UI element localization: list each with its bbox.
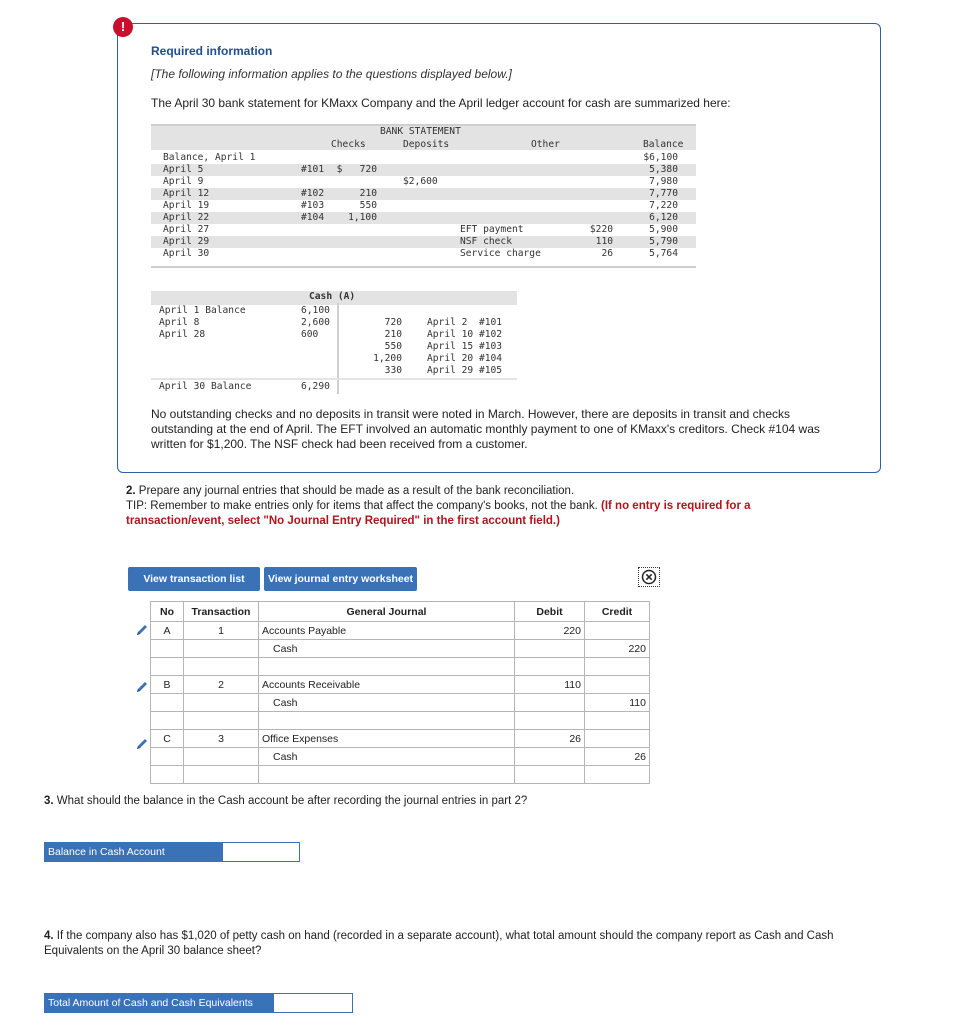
close-button[interactable] bbox=[638, 567, 660, 587]
bank-row-date: April 12 bbox=[163, 188, 210, 199]
journal-table bbox=[150, 601, 650, 784]
jt-cell-empty bbox=[585, 658, 650, 676]
ledger-title: Cash (A) bbox=[309, 291, 356, 302]
ledger-credit-label: April 10 #102 bbox=[427, 329, 503, 340]
bank-row-check-no: #102 bbox=[301, 188, 325, 199]
ledger-total-rule bbox=[151, 378, 517, 380]
total-cash-label: Total Amount of Cash and Cash Equivalents bbox=[44, 993, 274, 1013]
jt-header-general-journal: General Journal bbox=[259, 602, 515, 622]
jt-cell-transaction bbox=[184, 640, 259, 658]
bank-row-balance: 5,790 bbox=[649, 236, 678, 247]
ledger-debit-amount: 6,100 bbox=[301, 305, 330, 316]
jt-cell-transaction: 3 bbox=[184, 730, 259, 748]
view-journal-worksheet-button[interactable]: View journal entry worksheet bbox=[264, 567, 417, 591]
bank-col-other: Other bbox=[531, 139, 560, 150]
jt-cell-empty bbox=[515, 766, 585, 784]
bank-row-date: April 22 bbox=[163, 212, 210, 223]
bank-row-date: April 30 bbox=[163, 248, 210, 259]
jt-cell-empty bbox=[184, 766, 259, 784]
bank-row-balance: 7,770 bbox=[649, 188, 678, 199]
jt-cell-transaction: 1 bbox=[184, 622, 259, 640]
jt-cell-debit[interactable] bbox=[515, 694, 585, 712]
info-intro: The April 30 bank statement for KMaxx Company and the April ledger account for cash are summarized here: bbox=[151, 96, 731, 110]
ledger-credit-amount: 550 bbox=[384, 341, 402, 352]
info-subheading: [The following information applies to the questions displayed below.] bbox=[151, 67, 512, 81]
bank-row-date: April 5 bbox=[163, 164, 204, 175]
bank-row-deposit: $2,600 bbox=[403, 176, 438, 187]
jt-cell-debit[interactable]: 26 bbox=[515, 730, 585, 748]
bank-row-balance: 5,764 bbox=[649, 248, 678, 259]
bank-bottom-rule bbox=[151, 266, 696, 268]
bank-row-shade bbox=[151, 164, 696, 176]
bank-row-check-no: #101 bbox=[301, 164, 325, 175]
jt-cell-no: C bbox=[151, 730, 184, 748]
table-row bbox=[151, 676, 650, 694]
jt-cell-credit[interactable]: 26 bbox=[585, 748, 650, 766]
jt-cell-no: B bbox=[151, 676, 184, 694]
bank-row-other-amt: $220 bbox=[589, 224, 613, 235]
bank-row-check-amt: $ 720 bbox=[336, 164, 377, 175]
ledger-credit-amount: 330 bbox=[384, 365, 402, 376]
q2-number: 2. bbox=[126, 485, 136, 497]
info-heading: Required information bbox=[151, 44, 273, 58]
q4-text: If the company also has $1,020 of petty cash on hand (recorded in a separate account), what total amount should the company report as Cash and Cash Equivalents on the April 30 balance sheet? bbox=[44, 930, 834, 957]
jt-cell-empty bbox=[151, 766, 184, 784]
q3-number: 3. bbox=[44, 795, 54, 807]
jt-cell-account[interactable]: Cash bbox=[259, 694, 515, 712]
jt-cell-no bbox=[151, 694, 184, 712]
bank-row-other-amt: 110 bbox=[595, 236, 613, 247]
bank-row-shade bbox=[151, 212, 696, 224]
bank-row-balance: 7,220 bbox=[649, 200, 678, 211]
table-row bbox=[151, 730, 650, 748]
bank-row-check-amt: 550 bbox=[359, 200, 377, 211]
table-row bbox=[151, 640, 650, 658]
bank-row-check-amt: 1,100 bbox=[348, 212, 377, 223]
jt-cell-account[interactable]: Accounts Payable bbox=[259, 622, 515, 640]
jt-cell-empty bbox=[585, 712, 650, 730]
jt-cell-account[interactable]: Cash bbox=[259, 640, 515, 658]
ledger-credit-amount: 210 bbox=[384, 329, 402, 340]
jt-cell-no: A bbox=[151, 622, 184, 640]
view-transaction-list-button[interactable]: View transaction list bbox=[128, 567, 260, 591]
jt-cell-empty bbox=[515, 712, 585, 730]
edit-pencil-icon[interactable] bbox=[135, 737, 149, 751]
ledger-credit-amount: 720 bbox=[384, 317, 402, 328]
jt-cell-debit[interactable]: 220 bbox=[515, 622, 585, 640]
question-2 bbox=[126, 484, 846, 529]
bank-row-check-amt: 210 bbox=[359, 188, 377, 199]
jt-cell-empty bbox=[151, 658, 184, 676]
ledger-debit-amount: 2,600 bbox=[301, 317, 330, 328]
jt-cell-empty bbox=[184, 712, 259, 730]
jt-cell-no bbox=[151, 748, 184, 766]
close-circle-icon bbox=[639, 568, 659, 586]
total-cash-input[interactable] bbox=[273, 993, 353, 1013]
bank-row-other-desc: Service charge bbox=[460, 248, 541, 259]
bank-row-date: April 19 bbox=[163, 200, 210, 211]
ledger-debit-label: April 1 Balance bbox=[159, 305, 246, 316]
bank-row-shade bbox=[151, 236, 696, 248]
ledger-ending-amount: 6,290 bbox=[301, 381, 330, 392]
jt-header-credit: Credit bbox=[585, 602, 650, 622]
jt-cell-credit[interactable] bbox=[585, 622, 650, 640]
balance-cash-label: Balance in Cash Account bbox=[44, 842, 223, 862]
bank-row-other-desc: EFT payment bbox=[460, 224, 524, 235]
bank-row-balance: 5,900 bbox=[649, 224, 678, 235]
table-row bbox=[151, 622, 650, 640]
table-row-blank bbox=[151, 658, 650, 676]
bank-row-balance: 5,380 bbox=[649, 164, 678, 175]
jt-header-no: No bbox=[151, 602, 184, 622]
bank-row-check-no: #103 bbox=[301, 200, 325, 211]
jt-cell-empty bbox=[259, 766, 515, 784]
jt-cell-account[interactable]: Accounts Receivable bbox=[259, 676, 515, 694]
jt-cell-transaction: 2 bbox=[184, 676, 259, 694]
jt-cell-empty bbox=[585, 766, 650, 784]
jt-cell-account[interactable]: Office Expenses bbox=[259, 730, 515, 748]
jt-cell-credit[interactable]: 110 bbox=[585, 694, 650, 712]
jt-cell-credit[interactable] bbox=[585, 730, 650, 748]
bank-row-balance: 6,120 bbox=[649, 212, 678, 223]
bank-row-balance: $6,100 bbox=[643, 152, 678, 163]
info-note: No outstanding checks and no deposits in transit were noted in March. However, there are deposits in transit and checks outstanding at the end of April. The EFT involved an automatic monthly payment to one of KMaxx's creditors. Check #104 was written for $1,200. The NSF check had been received from a customer. bbox=[151, 407, 820, 451]
jt-cell-empty bbox=[259, 712, 515, 730]
jt-cell-debit[interactable] bbox=[515, 748, 585, 766]
ledger-credit-label: April 15 #103 bbox=[427, 341, 503, 352]
jt-cell-empty bbox=[515, 658, 585, 676]
bank-row-check-no: #104 bbox=[301, 212, 325, 223]
question-4 bbox=[44, 929, 834, 959]
jt-cell-transaction bbox=[184, 694, 259, 712]
edit-pencil-icon[interactable] bbox=[135, 680, 149, 694]
q4-number: 4. bbox=[44, 930, 54, 942]
table-row bbox=[151, 748, 650, 766]
q2-tip-red: (If no entry is required for a transaction/event, select "No Journal Entry Required" in the first account field.) bbox=[126, 500, 751, 527]
ledger-ending-label: April 30 Balance bbox=[159, 381, 252, 392]
alert-icon: ! bbox=[113, 17, 133, 37]
bank-row-shade bbox=[151, 188, 696, 200]
jt-cell-credit[interactable]: 220 bbox=[585, 640, 650, 658]
bank-title: BANK STATEMENT bbox=[380, 126, 461, 137]
table-row-blank bbox=[151, 766, 650, 784]
q2-tip: TIP: Remember to make entries only for items that affect the company's books, not the bank. bbox=[126, 500, 598, 512]
jt-cell-debit[interactable]: 110 bbox=[515, 676, 585, 694]
jt-cell-debit[interactable] bbox=[515, 640, 585, 658]
ledger-debit-label: April 28 bbox=[159, 329, 206, 340]
edit-pencil-icon[interactable] bbox=[135, 623, 149, 637]
bank-row-date: Balance, April 1 bbox=[163, 152, 256, 163]
ledger-credit-label: April 20 #104 bbox=[427, 353, 503, 364]
jt-cell-account[interactable]: Cash bbox=[259, 748, 515, 766]
jt-header-debit: Debit bbox=[515, 602, 585, 622]
ledger-credit-amount: 1,200 bbox=[373, 353, 402, 364]
q3-text: What should the balance in the Cash account be after recording the journal entries in part 2? bbox=[56, 795, 528, 807]
ledger-debit-label: April 8 bbox=[159, 317, 200, 328]
jt-cell-empty bbox=[184, 658, 259, 676]
ledger-credit-label: April 29 #105 bbox=[427, 365, 503, 376]
bank-row-balance: 7,980 bbox=[649, 176, 678, 187]
bank-row-other-desc: NSF check bbox=[460, 236, 512, 247]
ledger-divider bbox=[337, 303, 339, 394]
bank-row-date: April 29 bbox=[163, 236, 210, 247]
bank-row-date: April 27 bbox=[163, 224, 210, 235]
q2-text: Prepare any journal entries that should be made as a result of the bank reconciliation. bbox=[138, 485, 575, 497]
ledger-debit-amount: 600 bbox=[301, 329, 319, 340]
jt-cell-empty bbox=[259, 658, 515, 676]
bank-col-checks: Checks bbox=[331, 139, 366, 150]
ledger-credit-label: April 2 #101 bbox=[427, 317, 503, 328]
jt-cell-transaction bbox=[184, 748, 259, 766]
bank-row-other-amt: 26 bbox=[601, 248, 613, 259]
jt-cell-no bbox=[151, 640, 184, 658]
table-row-blank bbox=[151, 712, 650, 730]
bank-row-date: April 9 bbox=[163, 176, 204, 187]
question-3 bbox=[44, 795, 527, 807]
table-row bbox=[151, 694, 650, 712]
jt-header-transaction: Transaction bbox=[184, 602, 259, 622]
bank-col-balance: Balance bbox=[643, 139, 684, 150]
balance-cash-input[interactable] bbox=[222, 842, 300, 862]
bank-col-deposits: Deposits bbox=[403, 139, 450, 150]
jt-cell-credit[interactable] bbox=[585, 676, 650, 694]
jt-cell-empty bbox=[151, 712, 184, 730]
